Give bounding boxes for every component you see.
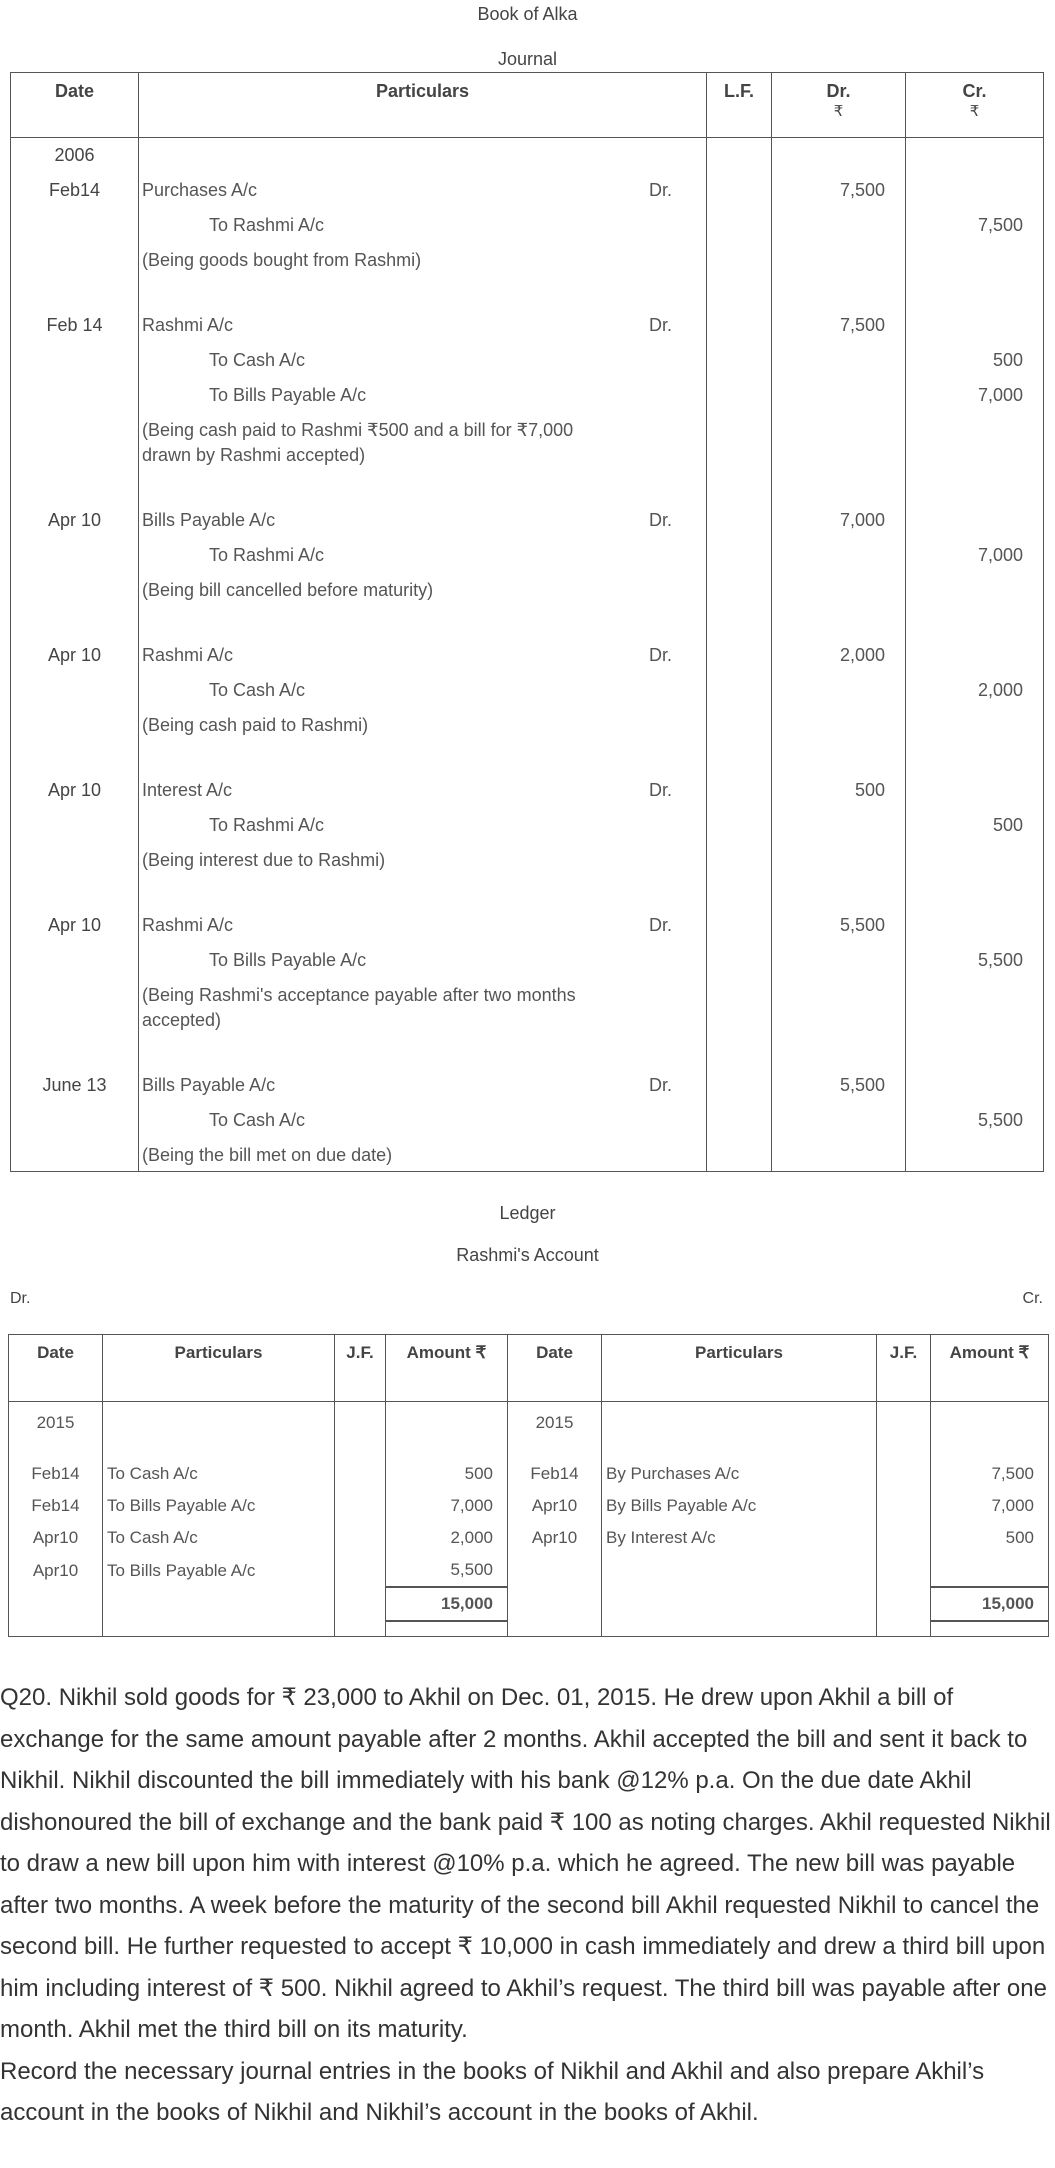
entry-dr-amount bbox=[772, 673, 906, 708]
entry-date bbox=[11, 843, 139, 873]
entry-debit-account bbox=[139, 908, 707, 943]
entry-lf bbox=[707, 908, 772, 943]
entry-debit-account bbox=[139, 308, 707, 343]
entry-cr-amount bbox=[906, 773, 1044, 808]
entry-cr-amount: 7,000 bbox=[906, 538, 1044, 573]
journal-caption: Journal bbox=[497, 49, 558, 69]
entry-narration bbox=[139, 243, 707, 273]
entry-date bbox=[11, 243, 139, 273]
credit-account-name: To Cash A/c bbox=[209, 350, 306, 370]
journal-header-date: Date bbox=[11, 73, 139, 138]
ledger-year-row bbox=[9, 1402, 1049, 1445]
dr-label: Dr. bbox=[10, 1290, 31, 1307]
question-instruction: Record the necessary journal entries in the books of Nikhil and Akhil and also prepare Akhil’s account in the books of Nikhil and Nikhil’s account in the books of Akhil. bbox=[0, 2057, 985, 2126]
ledger-credit-jf bbox=[877, 1458, 931, 1490]
journal-header-dr: Dr. ₹ bbox=[772, 73, 906, 138]
ledger-credit-date: Feb14 bbox=[508, 1458, 602, 1490]
ledger-debit-amount: 5,500 bbox=[386, 1554, 508, 1587]
entry-debit-account bbox=[139, 173, 707, 208]
entry-lf bbox=[707, 808, 772, 843]
entry-dr-amount: 5,500 bbox=[772, 1068, 906, 1103]
entry-lf bbox=[707, 638, 772, 673]
entry-credit-account bbox=[139, 538, 707, 573]
journal-year: 2006 bbox=[11, 138, 139, 174]
ledger-credit-amount: 500 bbox=[931, 1522, 1049, 1554]
entry-date: June 13 bbox=[11, 1068, 139, 1103]
ledger-total-row bbox=[9, 1587, 1049, 1621]
ledger-debit-particulars: To Cash A/c bbox=[103, 1522, 335, 1554]
dr-marker: Dr. bbox=[648, 915, 672, 935]
ledger-credit-particulars: By Bills Payable A/c bbox=[602, 1490, 877, 1522]
entry-debit-account bbox=[139, 638, 707, 673]
entry-debit-account bbox=[139, 503, 707, 538]
entry-cr-amount bbox=[906, 708, 1044, 738]
journal-spacer-row bbox=[11, 738, 1044, 773]
entry-narration bbox=[139, 573, 707, 603]
entry-narration bbox=[139, 843, 707, 873]
journal-year-row bbox=[11, 138, 1044, 174]
ledger-row bbox=[9, 1458, 1049, 1490]
entry-cr-amount bbox=[906, 503, 1044, 538]
ledger-header-jf: J.F. bbox=[335, 1335, 386, 1402]
ledger-debit-particulars: To Bills Payable A/c bbox=[103, 1554, 335, 1587]
entry-date: Feb14 bbox=[11, 173, 139, 208]
narration-line: (Being interest due to Rashmi) bbox=[142, 850, 386, 870]
journal-spacer-row bbox=[11, 273, 1044, 308]
entry-lf bbox=[707, 308, 772, 343]
entry-narration bbox=[139, 708, 707, 738]
entry-lf bbox=[707, 503, 772, 538]
entry-lf bbox=[707, 673, 772, 708]
entry-lf bbox=[707, 1103, 772, 1138]
entry-dr-amount bbox=[772, 1103, 906, 1138]
entry-date bbox=[11, 808, 139, 843]
entry-dr-amount bbox=[772, 808, 906, 843]
credit-account-name: To Cash A/c bbox=[209, 680, 306, 700]
entry-lf bbox=[707, 1068, 772, 1103]
credit-account-name: To Rashmi A/c bbox=[209, 545, 325, 565]
entry-dr-amount: 7,500 bbox=[772, 173, 906, 208]
journal-credit-row bbox=[11, 673, 1044, 708]
entry-credit-account bbox=[139, 208, 707, 243]
entry-lf bbox=[707, 413, 772, 468]
debit-account-name: Purchases A/c bbox=[142, 180, 258, 200]
entry-date: Apr 10 bbox=[11, 638, 139, 673]
entry-cr-amount bbox=[906, 413, 1044, 468]
debit-account-name: Bills Payable A/c bbox=[142, 510, 276, 530]
ledger-row bbox=[9, 1490, 1049, 1522]
rupee-symbol: ₹ bbox=[969, 103, 980, 120]
entry-cr-amount: 500 bbox=[906, 808, 1044, 843]
narration-line: accepted) bbox=[142, 1010, 222, 1030]
dr-marker: Dr. bbox=[648, 780, 672, 800]
entry-lf bbox=[707, 708, 772, 738]
entry-narration bbox=[139, 413, 707, 468]
entry-credit-account bbox=[139, 943, 707, 978]
ledger-credit-jf bbox=[877, 1490, 931, 1522]
ledger-debit-jf bbox=[335, 1490, 386, 1522]
ledger-header-particulars: Particulars bbox=[103, 1335, 335, 1402]
entry-narration bbox=[139, 1138, 707, 1172]
entry-lf bbox=[707, 208, 772, 243]
entry-dr-amount bbox=[772, 413, 906, 468]
ledger-header-jf: J.F. bbox=[877, 1335, 931, 1402]
entry-dr-amount bbox=[772, 243, 906, 273]
ledger-credit-particulars: By Purchases A/c bbox=[602, 1458, 877, 1490]
entry-dr-amount: 500 bbox=[772, 773, 906, 808]
entry-credit-account bbox=[139, 378, 707, 413]
entry-dr-amount bbox=[772, 1138, 906, 1172]
journal-credit-row bbox=[11, 943, 1044, 978]
credit-account-name: To Bills Payable A/c bbox=[209, 950, 367, 970]
ledger-debit-date: Feb14 bbox=[9, 1490, 103, 1522]
ledger-debit-date: Apr10 bbox=[9, 1522, 103, 1554]
journal-narration-row bbox=[11, 708, 1044, 738]
journal-body bbox=[11, 138, 1044, 1172]
narration-line: (Being bill cancelled before maturity) bbox=[142, 580, 434, 600]
debit-account-name: Rashmi A/c bbox=[142, 315, 234, 335]
entry-dr-amount: 2,000 bbox=[772, 638, 906, 673]
dr-marker: Dr. bbox=[648, 645, 672, 665]
entry-date bbox=[11, 708, 139, 738]
ledger-credit-jf bbox=[877, 1522, 931, 1554]
entry-date: Apr 10 bbox=[11, 773, 139, 808]
journal-credit-row bbox=[11, 808, 1044, 843]
credit-account-name: To Bills Payable A/c bbox=[209, 385, 367, 405]
dr-marker: Dr. bbox=[648, 1075, 672, 1095]
entry-dr-amount bbox=[772, 343, 906, 378]
entry-credit-account bbox=[139, 1103, 707, 1138]
journal-entry-row bbox=[11, 908, 1044, 943]
credit-account-name: To Cash A/c bbox=[209, 1110, 306, 1130]
entry-dr-amount bbox=[772, 843, 906, 873]
narration-line: (Being goods bought from Rashmi) bbox=[142, 250, 422, 270]
ledger-debit-particulars: To Bills Payable A/c bbox=[103, 1490, 335, 1522]
journal-credit-row bbox=[11, 1103, 1044, 1138]
journal-header-cr: Cr. ₹ bbox=[906, 73, 1044, 138]
ledger-credit-particulars: By Interest A/c bbox=[602, 1522, 877, 1554]
entry-lf bbox=[707, 843, 772, 873]
entry-date bbox=[11, 208, 139, 243]
debit-account-name: Rashmi A/c bbox=[142, 645, 234, 665]
journal-narration-row bbox=[11, 978, 1044, 1033]
ledger-debit-date: Apr10 bbox=[9, 1554, 103, 1587]
entry-date: Apr 10 bbox=[11, 908, 139, 943]
journal-credit-row bbox=[11, 538, 1044, 573]
journal-entry-row bbox=[11, 308, 1044, 343]
entry-cr-amount bbox=[906, 908, 1044, 943]
ledger-header-date: Date bbox=[508, 1335, 602, 1402]
debit-account-name: Rashmi A/c bbox=[142, 915, 234, 935]
entry-dr-amount: 7,500 bbox=[772, 308, 906, 343]
ledger-header-particulars: Particulars bbox=[602, 1335, 877, 1402]
dr-marker: Dr. bbox=[648, 510, 672, 530]
ledger-header-amount: Amount ₹ bbox=[386, 1335, 508, 1402]
debit-account-name: Bills Payable A/c bbox=[142, 1075, 276, 1095]
entry-cr-amount bbox=[906, 308, 1044, 343]
dr-marker: Dr. bbox=[648, 315, 672, 335]
entry-dr-amount bbox=[772, 573, 906, 603]
entry-lf bbox=[707, 243, 772, 273]
entry-date bbox=[11, 413, 139, 468]
journal-table bbox=[10, 72, 1044, 1172]
credit-account-name: To Rashmi A/c bbox=[209, 815, 325, 835]
ledger-debit-amount: 7,000 bbox=[386, 1490, 508, 1522]
ledger-credit-amount: 7,000 bbox=[931, 1490, 1049, 1522]
journal-spacer-row bbox=[11, 603, 1044, 638]
journal-credit-row bbox=[11, 343, 1044, 378]
journal-entry-row bbox=[11, 173, 1044, 208]
journal-credit-row bbox=[11, 378, 1044, 413]
entry-date bbox=[11, 538, 139, 573]
entry-dr-amount bbox=[772, 378, 906, 413]
journal-entry-row bbox=[11, 1068, 1044, 1103]
entry-cr-amount bbox=[906, 843, 1044, 873]
entry-credit-account bbox=[139, 808, 707, 843]
journal-entry-row bbox=[11, 503, 1044, 538]
ledger-debit-date: Feb14 bbox=[9, 1458, 103, 1490]
ledger-credit-total: 15,000 bbox=[931, 1587, 1049, 1621]
journal-narration-row bbox=[11, 243, 1044, 273]
ledger-debit-particulars: To Cash A/c bbox=[103, 1458, 335, 1490]
entry-lf bbox=[707, 378, 772, 413]
entry-cr-amount bbox=[906, 978, 1044, 1033]
entry-cr-amount: 5,500 bbox=[906, 1103, 1044, 1138]
entry-date bbox=[11, 1103, 139, 1138]
entry-date: Feb 14 bbox=[11, 308, 139, 343]
entry-dr-amount bbox=[772, 943, 906, 978]
entry-cr-amount: 7,000 bbox=[906, 378, 1044, 413]
journal-spacer-row bbox=[11, 873, 1044, 908]
journal-header-lf: L.F. bbox=[707, 73, 772, 138]
entry-cr-amount bbox=[906, 638, 1044, 673]
entry-credit-account bbox=[139, 673, 707, 708]
question-paragraph: Q20. Nikhil sold goods for ₹ 23,000 to Akhil on Dec. 01, 2015. He drew upon Akhil a bill of exchange for the same amount payable after 2 months. Akhil accepted the bill and sent it back to Nikhil. Nikhil discounted the bill immediately with his bank @12% p.a. On the due date Akhil dishonoured the bill of exchange and the bank paid ₹ 100 as noting charges. Akhil requested Nikhil to draw a new bill upon him with interest @10% p.a. which he agreed. The new bill was payable after two months. A week before the maturity of the second bill Akhil requested Nikhil to cancel the second bill. He further requested to accept ₹ 10,000 in cash immediately and drew a third bill upon him including interest of ₹ 500. Nikhil agreed to Akhil’s request. The third bill was payable after one month. Akhil met the third bill on its maturity. bbox=[0, 1684, 1051, 2043]
entry-dr-amount: 7,000 bbox=[772, 503, 906, 538]
ledger-body bbox=[9, 1402, 1049, 1637]
ledger-credit-date: Apr10 bbox=[508, 1490, 602, 1522]
ledger-row bbox=[9, 1554, 1049, 1587]
entry-date bbox=[11, 1138, 139, 1172]
ledger-debit-total: 15,000 bbox=[386, 1587, 508, 1621]
entry-cr-amount: 500 bbox=[906, 343, 1044, 378]
ledger-table bbox=[8, 1334, 1049, 1637]
ledger-credit-amount: 7,500 bbox=[931, 1458, 1049, 1490]
entry-cr-amount: 2,000 bbox=[906, 673, 1044, 708]
book-title: Book of Alka bbox=[477, 4, 578, 24]
dr-marker: Dr. bbox=[648, 180, 672, 200]
entry-date bbox=[11, 673, 139, 708]
entry-dr-amount bbox=[772, 978, 906, 1033]
ledger-debit-amount: 500 bbox=[386, 1458, 508, 1490]
journal-narration-row bbox=[11, 573, 1044, 603]
narration-line: (Being Rashmi's acceptance payable after two months bbox=[142, 985, 576, 1005]
ledger-credit-date: Apr10 bbox=[508, 1522, 602, 1554]
journal-spacer-row bbox=[11, 468, 1044, 503]
entry-lf bbox=[707, 1138, 772, 1172]
ledger-header-date: Date bbox=[9, 1335, 103, 1402]
entry-debit-account bbox=[139, 1068, 707, 1103]
journal-narration-row bbox=[11, 843, 1044, 873]
entry-lf bbox=[707, 943, 772, 978]
ledger-year-credit: 2015 bbox=[508, 1402, 602, 1445]
narration-line: (Being cash paid to Rashmi ₹500 and a bill for ₹7,000 bbox=[142, 420, 574, 440]
entry-date: Apr 10 bbox=[11, 503, 139, 538]
cr-label: Cr. bbox=[1022, 1290, 1043, 1307]
question-text bbox=[0, 1677, 1055, 2134]
journal-narration-row bbox=[11, 413, 1044, 468]
journal-header-row bbox=[11, 73, 1044, 138]
entry-lf bbox=[707, 773, 772, 808]
entry-debit-account bbox=[139, 773, 707, 808]
entry-lf bbox=[707, 538, 772, 573]
entry-date bbox=[11, 573, 139, 603]
entry-dr-amount bbox=[772, 538, 906, 573]
entry-cr-amount bbox=[906, 1138, 1044, 1172]
entry-lf bbox=[707, 343, 772, 378]
ledger-header-row bbox=[9, 1335, 1049, 1402]
entry-credit-account bbox=[139, 343, 707, 378]
ledger-end-row bbox=[9, 1621, 1049, 1637]
journal-header-particulars: Particulars bbox=[139, 73, 707, 138]
ledger-row bbox=[9, 1522, 1049, 1554]
ledger-year-debit: 2015 bbox=[9, 1402, 103, 1445]
journal-credit-row bbox=[11, 208, 1044, 243]
entry-date bbox=[11, 343, 139, 378]
journal-entry-row bbox=[11, 773, 1044, 808]
journal-narration-row bbox=[11, 1138, 1044, 1172]
journal-entry-row bbox=[11, 638, 1044, 673]
entry-cr-amount bbox=[906, 573, 1044, 603]
entry-lf bbox=[707, 573, 772, 603]
entry-cr-amount: 7,500 bbox=[906, 208, 1044, 243]
debit-account-name: Interest A/c bbox=[142, 780, 233, 800]
entry-lf bbox=[707, 978, 772, 1033]
entry-date bbox=[11, 943, 139, 978]
entry-date bbox=[11, 378, 139, 413]
narration-line: (Being cash paid to Rashmi) bbox=[142, 715, 369, 735]
account-caption: Rashmi's Account bbox=[456, 1245, 599, 1265]
entry-dr-amount bbox=[772, 208, 906, 243]
ledger-debit-jf bbox=[335, 1554, 386, 1587]
credit-account-name: To Rashmi A/c bbox=[209, 215, 325, 235]
ledger-debit-jf bbox=[335, 1458, 386, 1490]
narration-line: (Being the bill met on due date) bbox=[142, 1145, 393, 1165]
ledger-caption: Ledger bbox=[499, 1203, 556, 1223]
ledger-debit-jf bbox=[335, 1522, 386, 1554]
ledger-debit-amount: 2,000 bbox=[386, 1522, 508, 1554]
journal-spacer-row bbox=[11, 1033, 1044, 1068]
entry-dr-amount bbox=[772, 708, 906, 738]
entry-date bbox=[11, 978, 139, 1033]
entry-cr-amount: 5,500 bbox=[906, 943, 1044, 978]
rupee-symbol: ₹ bbox=[833, 103, 844, 120]
entry-cr-amount bbox=[906, 243, 1044, 273]
entry-cr-amount bbox=[906, 173, 1044, 208]
entry-narration bbox=[139, 978, 707, 1033]
entry-dr-amount: 5,500 bbox=[772, 908, 906, 943]
entry-lf bbox=[707, 173, 772, 208]
ledger-header-amount: Amount ₹ bbox=[931, 1335, 1049, 1402]
entry-cr-amount bbox=[906, 1068, 1044, 1103]
narration-line: drawn by Rashmi accepted) bbox=[142, 445, 366, 465]
